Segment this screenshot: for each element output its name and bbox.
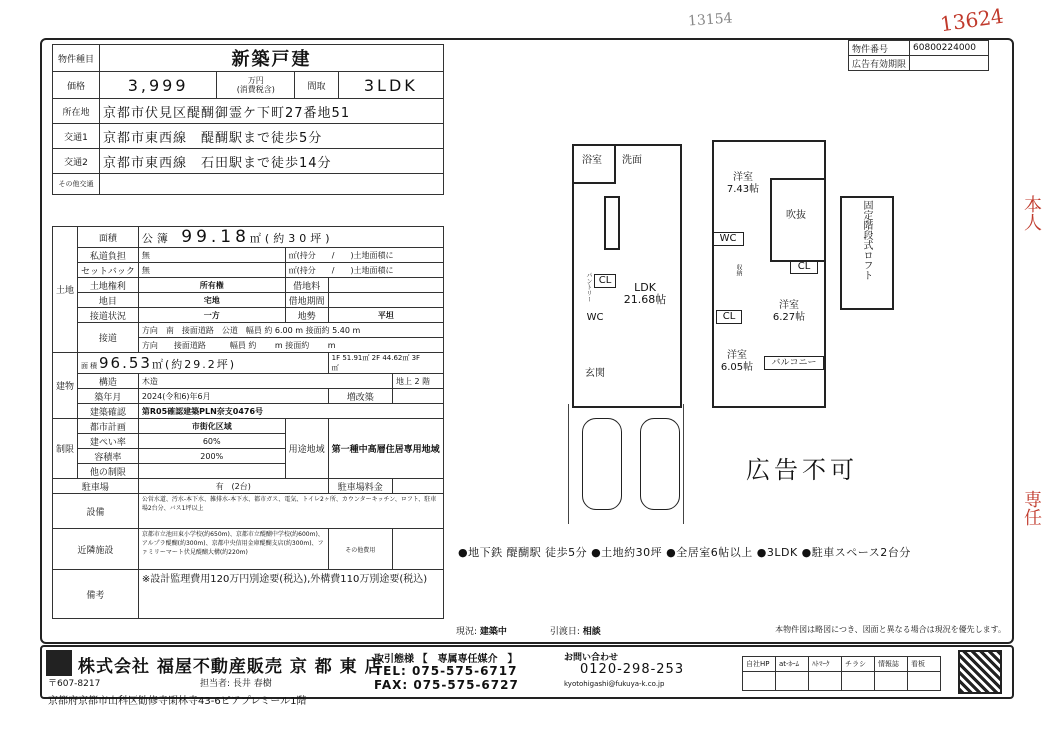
highlights: ●地下鉄 醍醐駅 徒歩5分 ●土地約30坪 ●全居室6帖以上 ●3LDK ●駐車スペース2台分 [458, 546, 911, 559]
building-section-label: 建物 [53, 353, 78, 419]
tel: TEL: 075-575-6717 [374, 664, 518, 678]
room1-label: 洋室 7.43帖 [726, 172, 760, 195]
land-type: 宅地 [138, 293, 285, 308]
property-no: 60800224000 [910, 41, 989, 56]
car-2 [640, 418, 680, 510]
company-logo [46, 650, 72, 676]
remarks-value: ※設計監理費用120万円別途要(税込),外構費110万別途要(税込) [138, 570, 443, 619]
car-1 [582, 418, 622, 510]
company-address: 京都府京都市山科区勧修寺閑林寺43-6ピアプレミール1階 [48, 696, 307, 707]
remarks-label: 備考 [53, 570, 139, 619]
land-type-label: 地目 [78, 293, 139, 308]
other-restriction [138, 464, 285, 479]
road-status: 一方 [138, 308, 285, 323]
setback: 無 [138, 263, 285, 278]
company-name: 株式会社 福屋不動産販売 京 都 東 店 [78, 657, 383, 677]
spec-table [52, 226, 444, 619]
summary-table [52, 44, 444, 195]
lease-period-label: 借地期間 [285, 293, 328, 308]
road2: 方向 接面道路 幅員 約 m 接面約 m [138, 338, 443, 353]
zoning: 第一種中高層住居専用地域 [328, 419, 443, 479]
stamp-cell-4 [875, 672, 908, 691]
category-value: 新築戸建 [100, 45, 444, 72]
lease-period [328, 293, 443, 308]
rights: 所有権 [138, 278, 285, 293]
land-area-label: 面積 [78, 227, 139, 248]
cl-1f-label: CL [594, 274, 616, 288]
other-cost [392, 529, 443, 570]
structure: 木造 [138, 374, 392, 389]
facilities-value: 公営水道、汚水-本下水、雑排水-本下水、都市ガス、電気、トイレ2ヶ所、カウンターキッチン、ロフト、駐車場2台分、バス1坪以上 [138, 494, 443, 529]
building-area: 面積96.53㎡(約29.2坪) [78, 353, 329, 374]
room3-label: 洋室 6.05帖 [720, 350, 754, 373]
other-cost-label: その他費用 [328, 529, 392, 570]
stamp-header-1: at-ﾎｰﾑ [776, 657, 809, 672]
mode: 取引態様 【 専属専任媒介 】 [374, 654, 518, 665]
traffic1-label: 交通1 [53, 124, 100, 149]
stamp-cell-0 [743, 672, 776, 691]
city-plan: 市街化区域 [138, 419, 285, 434]
setback-share: ㎡(持分 / )土地面積に [285, 263, 443, 278]
balcony-label: バルコニー [764, 356, 824, 370]
wc-2f-label: WC [712, 232, 744, 246]
stamp-cell-3 [842, 672, 875, 691]
far: 200% [138, 449, 285, 464]
stamp-cell-5 [908, 672, 941, 691]
road-status-label: 接道状況 [78, 308, 139, 323]
ldk-label: LDK 21.68帖 [623, 281, 667, 306]
bath-label: 浴室 [582, 155, 602, 166]
property-no-label: 物件番号 [849, 41, 910, 56]
handwritten-note-1: 本人 [1021, 195, 1042, 231]
free-dial: 0120-298-253 [580, 662, 685, 677]
stamp-cell-2 [809, 672, 842, 691]
fax: FAX: 075-575-6727 [374, 678, 519, 692]
entrance-label: 玄関 [585, 368, 605, 379]
traffic2-label: 交通2 [53, 149, 100, 174]
road-label: 接道 [78, 323, 139, 353]
zoning-label: 用途地域 [285, 419, 328, 479]
storage-label: 収納 [735, 264, 742, 276]
room2-label: 洋室 6.27帖 [772, 300, 806, 323]
inquiry-label: お問い合わせ [564, 653, 619, 663]
built-label: 築年月 [78, 389, 139, 404]
category-label: 物件種目 [53, 45, 100, 72]
floor-areas: 1F 51.91㎡ 2F 44.62㎡ 3F ㎡ [328, 353, 443, 374]
road1: 方向 南 接面道路 公道 幅員 約 6.00 m 接面約 5.40 m [138, 323, 443, 338]
other-restriction-label: 他の制限 [78, 464, 139, 479]
built: 2024(令和6)年6月 [138, 389, 328, 404]
stamp-cell-1 [776, 672, 809, 691]
parking-fee-label: 駐車場料金 [328, 479, 392, 494]
stamp-table [742, 656, 941, 691]
cert-label: 建築確認 [78, 404, 139, 419]
stamp-header-3: チラシ [842, 657, 875, 672]
cl-2f-label: CL [790, 260, 818, 274]
coverage-label: 建ぺい率 [78, 434, 139, 449]
floors: 地上 2 階 [392, 374, 443, 389]
other-traffic-label: その他交通 [53, 174, 100, 195]
facilities-label: 設備 [53, 494, 139, 529]
loft-label: 固定階段式ロフト [861, 200, 872, 280]
traffic1-value: 京都市東西線 醍醐駅まで徒歩5分 [100, 124, 444, 149]
handwritten-note-2: 専任 [1021, 490, 1042, 526]
land-section-label: 土地 [53, 227, 78, 353]
city-plan-label: 都市計画 [78, 419, 139, 434]
nearby-label: 近隣施設 [53, 529, 139, 570]
extension [392, 389, 443, 404]
lease-label: 借地料 [285, 278, 328, 293]
pantry-label: パントリー [585, 272, 592, 302]
stamp-header-5: 看板 [908, 657, 941, 672]
postal-code: 〒607-8217 [48, 679, 101, 689]
terrain: 平坦 [328, 308, 443, 323]
status-row: 現況: 建築中 引渡日: 相談 本物件図は略図につき、図面と異なる場合は現況を優先します。 [456, 625, 1006, 637]
cl-2f-2-label: CL [716, 310, 742, 324]
handwritten-number-top-right: 13624 [938, 3, 1005, 37]
terrain-label: 地勢 [285, 308, 328, 323]
structure-label: 構造 [78, 374, 139, 389]
handwritten-number-top: 13154 [687, 10, 734, 30]
parking-value: 有 (2台) [138, 479, 328, 494]
address-value: 京都市伏見区醍醐御霊ケ下町27番地51 [100, 99, 444, 124]
private-road: 無 [138, 248, 285, 263]
traffic2-value: 京都市東西線 石田駅まで徒歩14分 [100, 149, 444, 174]
layout-label: 間取 [295, 72, 338, 99]
parking-label: 駐車場 [53, 479, 139, 494]
cert: 第R05確認建築PLN奈支0476号 [138, 404, 443, 419]
wash-label: 洗面 [622, 155, 642, 166]
coverage: 60% [138, 434, 285, 449]
land-area: 公簿 99.18㎡(約30坪) [138, 227, 443, 248]
disclaimer: 本物件図は略図につき、図面と異なる場合は現況を優先します。 [775, 625, 1006, 634]
extension-label: 増改築 [328, 389, 392, 404]
ad-expiry-label: 広告有効期限 [849, 56, 910, 71]
other-traffic-value [100, 174, 444, 195]
nearby-value: 京都市立池田東小学校(約650m)、京都市立醍醐中学校(約600m)、アルプラ醍醐(約300m)、京都中央信用金庫醍醐支店(約300m)、ファミリーマート伏見醍醐大構(約220m) [138, 529, 328, 570]
ad-expiry [910, 56, 989, 71]
stamp-header-4: 情報誌 [875, 657, 908, 672]
stamp-header-0: 自社HP [743, 657, 776, 672]
lease [328, 278, 443, 293]
price-value: 3,999 [100, 72, 217, 99]
email: kyotohigashi@fukuya-k.co.jp [564, 680, 665, 688]
parking-fee [392, 479, 443, 494]
stamp-header-2: ﾊﾄﾏｰｸ [809, 657, 842, 672]
far-label: 容積率 [78, 449, 139, 464]
kitchen-counter [604, 196, 620, 250]
atrium-label: 吹抜 [786, 210, 806, 221]
regulation-section-label: 制限 [53, 419, 78, 479]
rights-label: 土地権利 [78, 278, 139, 293]
wc-1f-label: WC [586, 312, 604, 323]
address-label: 所在地 [53, 99, 100, 124]
private-road-share: ㎡(持分 / )土地面積に [285, 248, 443, 263]
property-number-table [848, 40, 989, 71]
price-label: 価格 [53, 72, 100, 99]
person: 担当者: 長井 春樹 [200, 679, 272, 689]
price-unit: 万円 (消費税含) [217, 72, 295, 99]
private-road-label: 私道負担 [78, 248, 139, 263]
setback-label: セットバック [78, 263, 139, 278]
layout-value: 3LDK [338, 72, 443, 99]
qr-code [958, 650, 1002, 694]
no-ad-label: 広告不可 [746, 456, 858, 484]
